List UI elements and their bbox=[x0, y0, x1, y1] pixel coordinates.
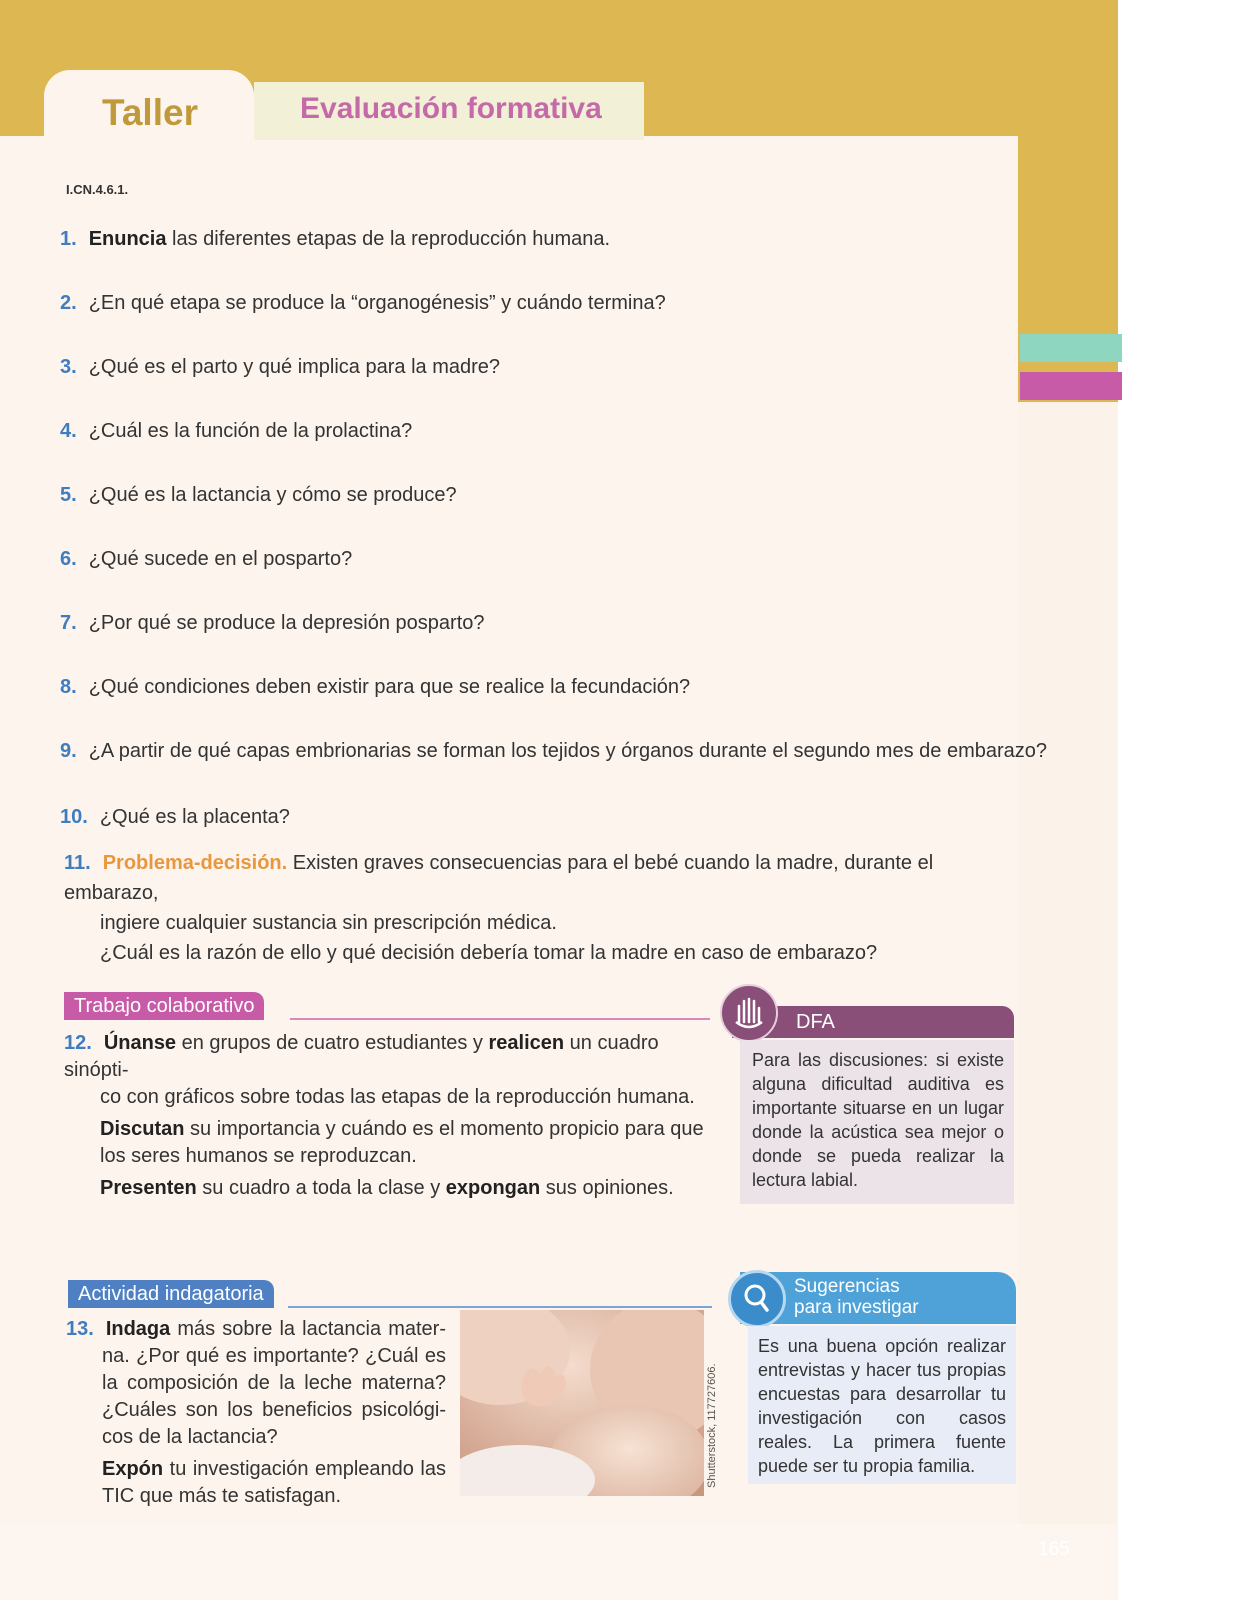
verb-unanse: Únanse bbox=[103, 1032, 177, 1054]
question-10 bbox=[60, 806, 290, 829]
question-text-line2: ingiere cualquier sustancia sin prescripción médica. bbox=[100, 912, 557, 934]
problema-decision-label: Problema-decisión. bbox=[102, 852, 288, 874]
activity-number: 13. bbox=[66, 1318, 94, 1340]
question-8 bbox=[60, 676, 690, 699]
question-number: 4. bbox=[60, 420, 77, 442]
verb-presenten: Presenten bbox=[100, 1177, 197, 1199]
question-number: 5. bbox=[60, 484, 77, 506]
activity-text: su cuadro a toda la clase y bbox=[196, 1177, 446, 1199]
dfa-text: Para las discusiones: si existe alguna dificultad auditiva es importante situarse en un lugar donde la acústica sea mejor o donde se pueda realizar la lectura labial. bbox=[752, 1050, 1004, 1190]
question-5 bbox=[60, 484, 457, 507]
magnifier-icon bbox=[728, 1270, 786, 1328]
question-text: ¿Qué condiciones deben existir para que se realice la fecundación? bbox=[88, 676, 691, 698]
actividad-indagatoria-header: Actividad indagatoria bbox=[68, 1280, 274, 1308]
activity-text: los seres humanos se reproduzcan. bbox=[100, 1145, 417, 1167]
hands-sign-icon bbox=[720, 984, 778, 1042]
activity-12 bbox=[64, 1030, 724, 1207]
trabajo-colaborativo-header: Trabajo colaborativo bbox=[64, 992, 264, 1020]
actividad-divider bbox=[288, 1306, 712, 1308]
question-7 bbox=[60, 612, 485, 635]
sugerencias-text: Es una buena opción realizar entrevistas y hacer tus propias encuestas para desarrollar tu investigación con casos reales. La primera fuente puede ser tu propia familia. bbox=[758, 1336, 1006, 1476]
activity-13 bbox=[66, 1316, 446, 1515]
activity-text: en grupos de cuatro estudiantes y bbox=[176, 1032, 489, 1054]
question-number: 10. bbox=[60, 806, 88, 828]
question-number: 2. bbox=[60, 292, 77, 314]
side-strip-green bbox=[1020, 334, 1122, 362]
question-number: 3. bbox=[60, 356, 77, 378]
question-4 bbox=[60, 420, 412, 443]
activity-text: más sobre la lactancia mater-na. ¿Por qué es importante? ¿Cuál es la composición de la leche materna? ¿Cuáles son los beneficios psicológi-cos de la lactancia? bbox=[102, 1318, 446, 1448]
question-text-line3: ¿Cuál es la razón de ello y qué decisión debería tomar la madre en caso de embarazo? bbox=[100, 942, 878, 964]
question-text: Existen graves consecuencias para el bebé cuando la madre, durante el embarazo, bbox=[64, 852, 934, 904]
activity-text: tu investigación empleando las TIC que más te satisfagan. bbox=[102, 1458, 446, 1507]
question-text: ¿Qué es la placenta? bbox=[99, 806, 290, 828]
side-strip-pink bbox=[1020, 372, 1122, 400]
verb-expongan: expongan bbox=[445, 1177, 541, 1199]
question-text: ¿Qué es el parto y qué implica para la madre? bbox=[88, 356, 501, 378]
dfa-title: DFA bbox=[796, 1011, 835, 1033]
question-text: ¿A partir de qué capas embrionarias se forman los tejidos y órganos durante el segundo mes de embarazo? bbox=[88, 740, 1048, 762]
question-11 bbox=[64, 848, 1024, 968]
sugerencias-title-line1: Sugerencias bbox=[794, 1276, 900, 1297]
question-text: ¿Qué sucede en el posparto? bbox=[88, 548, 353, 570]
verb-indaga: Indaga bbox=[105, 1318, 171, 1340]
question-6 bbox=[60, 548, 352, 571]
question-number: 11. bbox=[64, 852, 91, 874]
verb-realicen: realicen bbox=[488, 1032, 565, 1054]
activity-text: un cuadro sinópti- bbox=[64, 1032, 659, 1081]
question-number: 1. bbox=[60, 228, 77, 250]
question-number: 6. bbox=[60, 548, 77, 570]
activity-text: co con gráficos sobre todas las etapas de la reproducción humana. bbox=[100, 1086, 695, 1108]
question-text: las diferentes etapas de la reproducción humana. bbox=[166, 228, 611, 250]
right-lower-panel bbox=[1018, 402, 1118, 1524]
question-text: ¿Cuál es la función de la prolactina? bbox=[88, 420, 413, 442]
tab-evaluacion bbox=[254, 82, 644, 140]
question-number: 8. bbox=[60, 676, 77, 698]
question-text: ¿Qué es la lactancia y cómo se produce? bbox=[88, 484, 457, 506]
activity-number: 12. bbox=[64, 1032, 92, 1054]
sheet-bottom bbox=[0, 1524, 1118, 1600]
page-edge bbox=[1118, 0, 1236, 1600]
page-number: 165 bbox=[1038, 1539, 1070, 1560]
question-text: ¿En qué etapa se produce la “organogénesis” y cuándo termina? bbox=[88, 292, 666, 314]
dfa-box bbox=[740, 1040, 1014, 1204]
question-number: 9. bbox=[60, 740, 77, 762]
sugerencias-box bbox=[748, 1326, 1016, 1484]
trabajo-divider bbox=[290, 1018, 710, 1020]
photo-credit: Shutterstock, 117727606. bbox=[706, 1363, 718, 1488]
tab-taller bbox=[44, 70, 254, 146]
question-9 bbox=[60, 740, 1047, 763]
verb-expon: Expón bbox=[102, 1458, 164, 1480]
tab-evaluacion-label: Evaluación formativa bbox=[300, 92, 602, 125]
question-number: 7. bbox=[60, 612, 77, 634]
tab-taller-label: Taller bbox=[102, 92, 198, 133]
question-text: ¿Por qué se produce la depresión posparto? bbox=[88, 612, 485, 634]
question-1 bbox=[60, 228, 610, 251]
criterion-code: I.CN.4.6.1. bbox=[66, 182, 129, 197]
activity-text: su importancia y cuándo es el momento propicio para que bbox=[184, 1118, 704, 1140]
sugerencias-title-line2: para investigar bbox=[794, 1297, 919, 1318]
question-verb: Enuncia bbox=[88, 228, 167, 250]
activity-text: sus opiniones. bbox=[540, 1177, 674, 1199]
verb-discutan: Discutan bbox=[100, 1118, 185, 1140]
breastfeeding-photo bbox=[460, 1310, 704, 1496]
question-2 bbox=[60, 292, 666, 315]
question-3 bbox=[60, 356, 500, 379]
